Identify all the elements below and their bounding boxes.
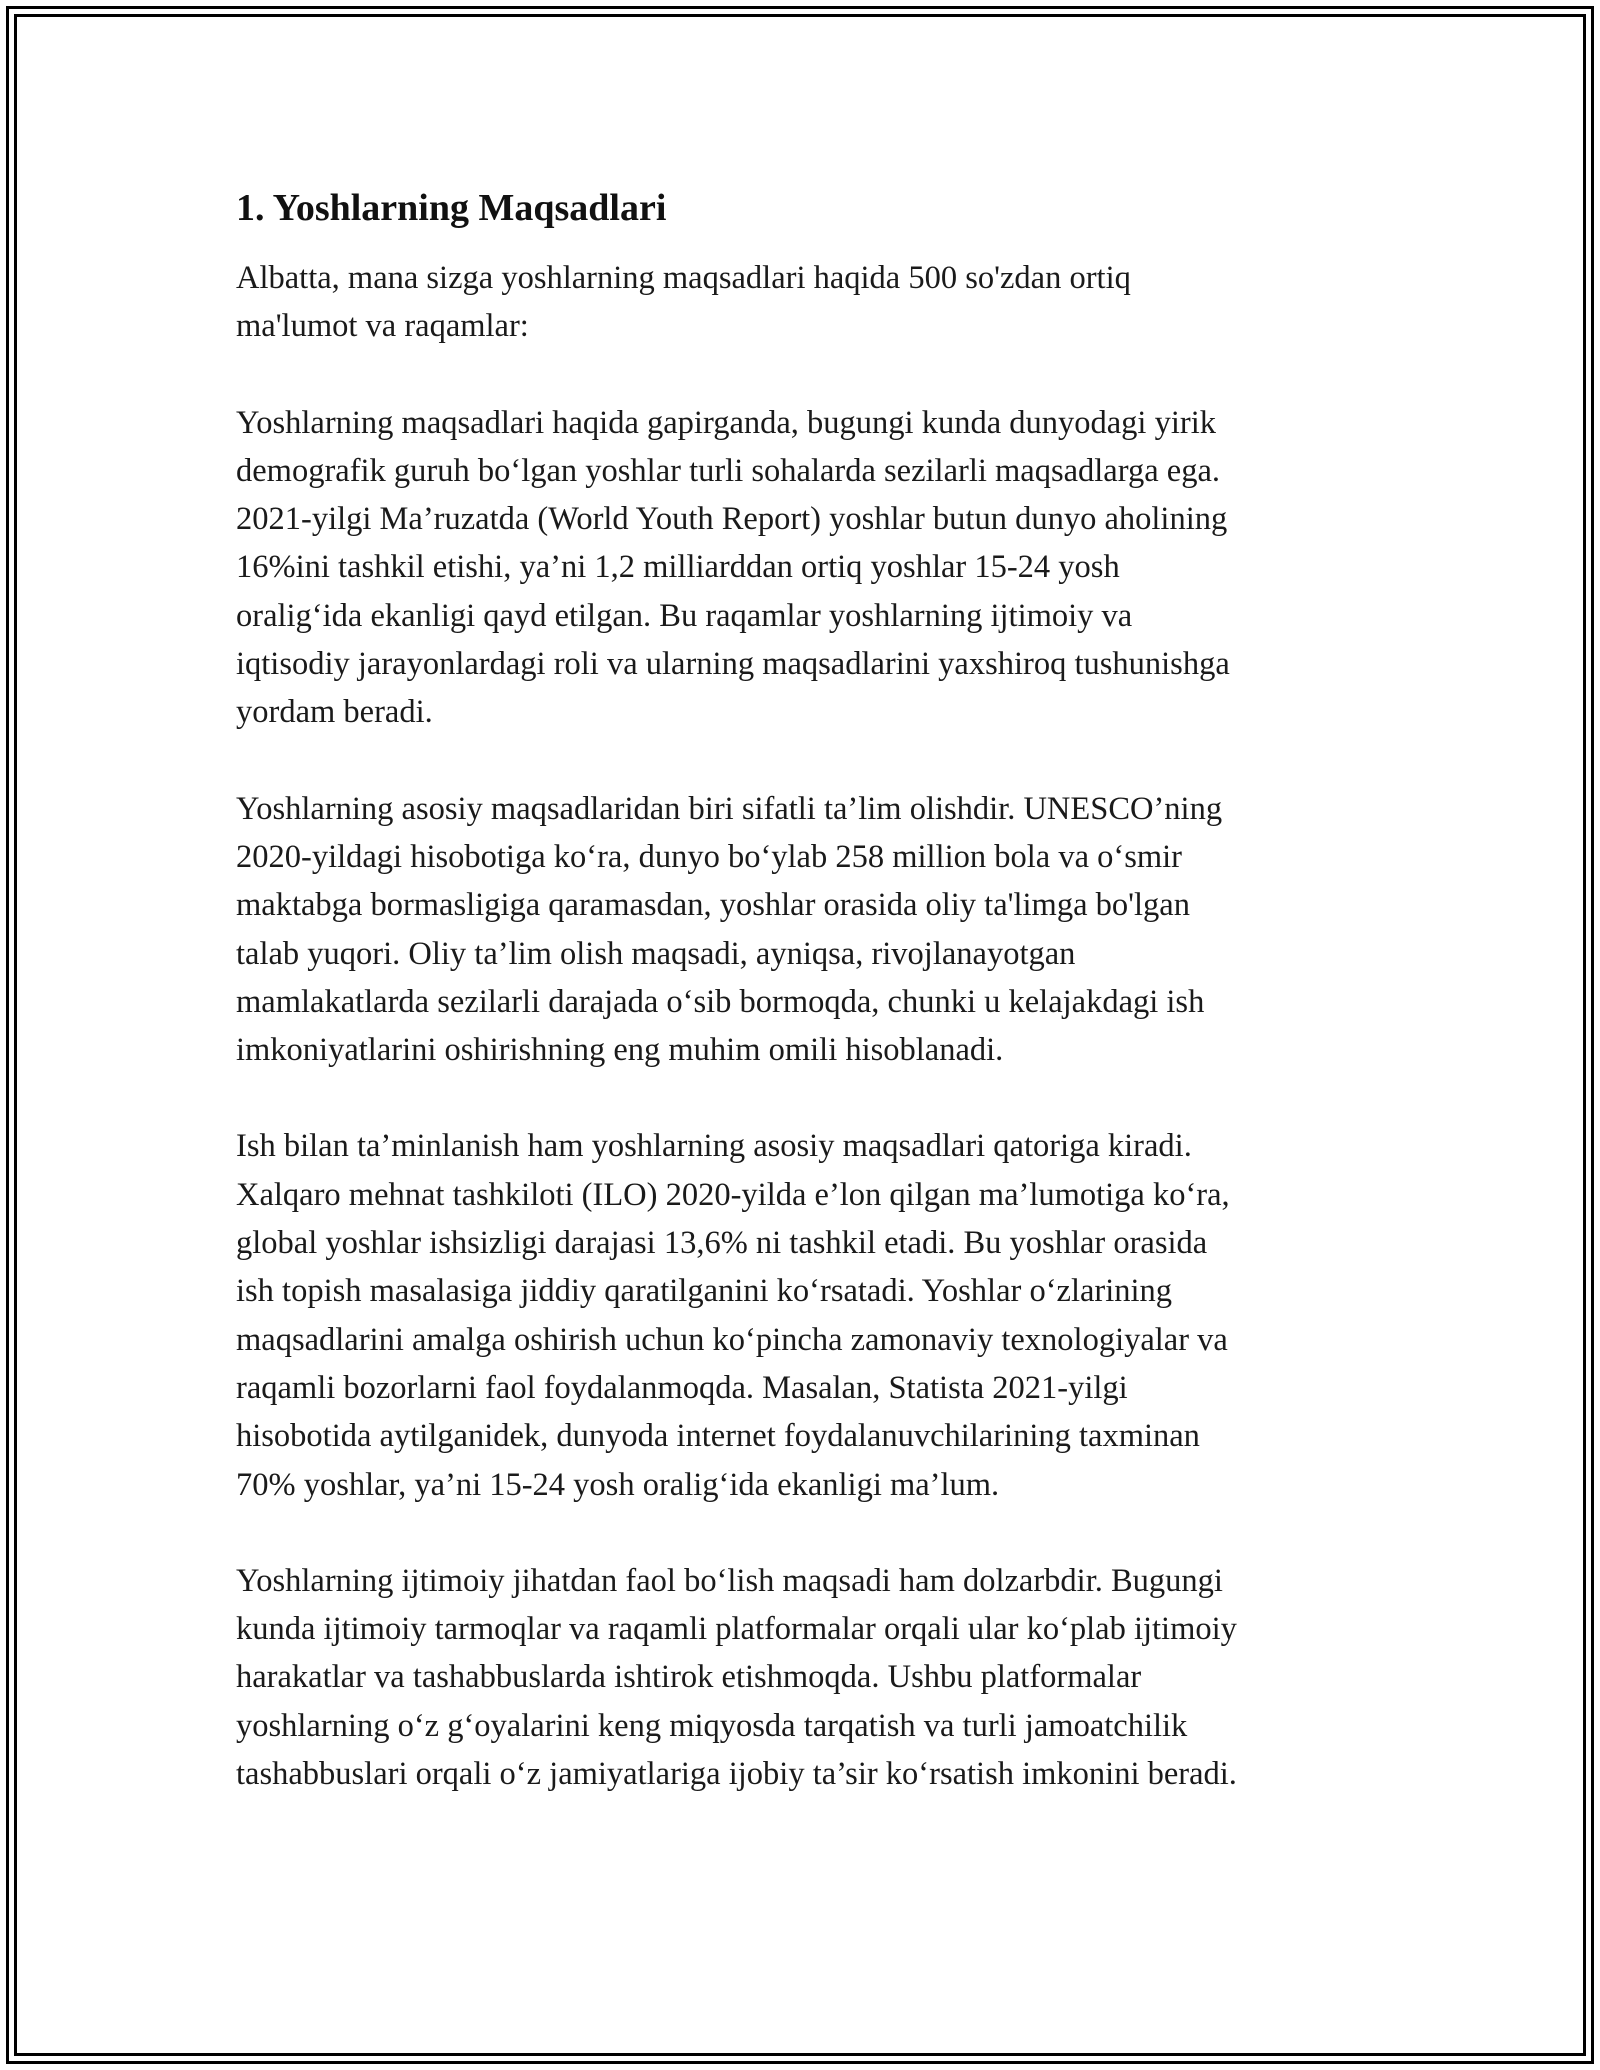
paragraph-employment	[236, 1122, 1376, 1508]
text-line: imkoniyatlarini oshirishning eng muhim omili hisoblanadi.	[236, 1032, 1004, 1069]
section-heading: 1. Yoshlarning Maqsadlari	[236, 187, 667, 229]
text-line: hisobotida aytilganidek, dunyoda internet foydalanuvchilarining taxminan	[236, 1418, 1200, 1455]
text-line: iqtisodiy jarayonlardagi roli va ularning maqsadlarini yaxshiroq tushunishga	[236, 646, 1230, 683]
text-line: ma'lumot va raqamlar:	[236, 308, 529, 345]
text-line: Yoshlarning asosiy maqsadlaridan biri sifatli ta’lim olishdir. UNESCO’ning	[236, 790, 1223, 827]
text-line: global yoshlar ishsizligi darajasi 13,6% ni tashkil etadi. Bu yoshlar orasida	[236, 1225, 1208, 1262]
text-line: mamlakatlarda sezilarli darajada o‘sib bormoqda, chunki u kelajakdagi ish	[236, 983, 1205, 1020]
text-line: Albatta, mana sizga yoshlarning maqsadlari haqida 500 so'zdan ortiq	[236, 260, 1131, 296]
paragraph-social	[236, 1557, 1376, 1798]
paragraph-overview	[236, 399, 1376, 737]
text-line: oralig‘ida ekanligi qayd etilgan. Bu raqamlar yoshlarning ijtimoiy va	[236, 597, 1133, 634]
text-line: yoshlarning o‘z g‘oyalarini keng miqyosda tarqatish va turli jamoatchilik	[236, 1707, 1188, 1744]
text-line: kunda ijtimoiy tarmoqlar va raqamli platformalar orqali ular ko‘plab ijtimoiy	[236, 1611, 1237, 1648]
text-line: Xalqaro mehnat tashkiloti (ILO) 2020-yilda e’lon qilgan ma’lumotiga ko‘ra,	[236, 1176, 1230, 1213]
text-line: 2020-yildagi hisobotiga ko‘ra, dunyo bo‘ylab 258 million bola va o‘smir	[236, 838, 1182, 875]
text-line: Yoshlarning maqsadlari haqida gapirganda, bugungi kunda dunyodagi yirik	[236, 404, 1216, 441]
text-line: 70% yoshlar, ya’ni 15-24 yosh oralig‘ida ekanligi ma’lum.	[236, 1466, 1000, 1503]
text-line: 2021-yilgi Ma’ruzatda (World Youth Report) yoshlar butun dunyo aholining	[236, 501, 1228, 538]
text-line: harakatlar va tashabbuslarda ishtirok etishmoqda. Ushbu platformalar	[236, 1659, 1142, 1696]
text-line: maqsadlarini amalga oshirish uchun ko‘pincha zamonaviy texnologiyalar va	[236, 1321, 1228, 1358]
text-line: tashabbuslari orqali o‘z jamiyatlariga ijobiy ta’sir ko‘rsatish imkonini beradi.	[236, 1756, 1237, 1793]
document-body	[236, 184, 1376, 1846]
text-line: demografik guruh bo‘lgan yoshlar turli sohalarda sezilarli maqsadlarga ega.	[236, 452, 1220, 489]
text-line: Ish bilan ta’minlanish ham yoshlarning asosiy maqsadlari qatoriga kiradi.	[236, 1128, 1192, 1165]
text-line: yordam beradi.	[236, 694, 433, 731]
text-line: ish topish masalasiga jiddiy qaratilganini ko‘rsatadi. Yoshlar o‘zlarining	[236, 1273, 1173, 1310]
text-line: talab yuqori. Oliy ta’lim olish maqsadi, ayniqsa, rivojlanayotgan	[236, 935, 1076, 972]
paragraph-education	[236, 785, 1376, 1075]
text-line: raqamli bozorlarni faol foydalanmoqda. Masalan, Statista 2021-yilgi	[236, 1369, 1128, 1406]
paragraph-intro	[236, 254, 1376, 351]
text-line: maktabga bormasligiga qaramasdan, yoshlar orasida oliy ta'limga bo'lgan	[236, 887, 1190, 924]
text-line: 16%ini tashkil etishi, ya’ni 1,2 milliarddan ortiq yoshlar 15-24 yosh	[236, 549, 1120, 586]
text-line: Yoshlarning ijtimoiy jihatdan faol bo‘lish maqsadi ham dolzarbdir. Bugungi	[236, 1562, 1223, 1599]
